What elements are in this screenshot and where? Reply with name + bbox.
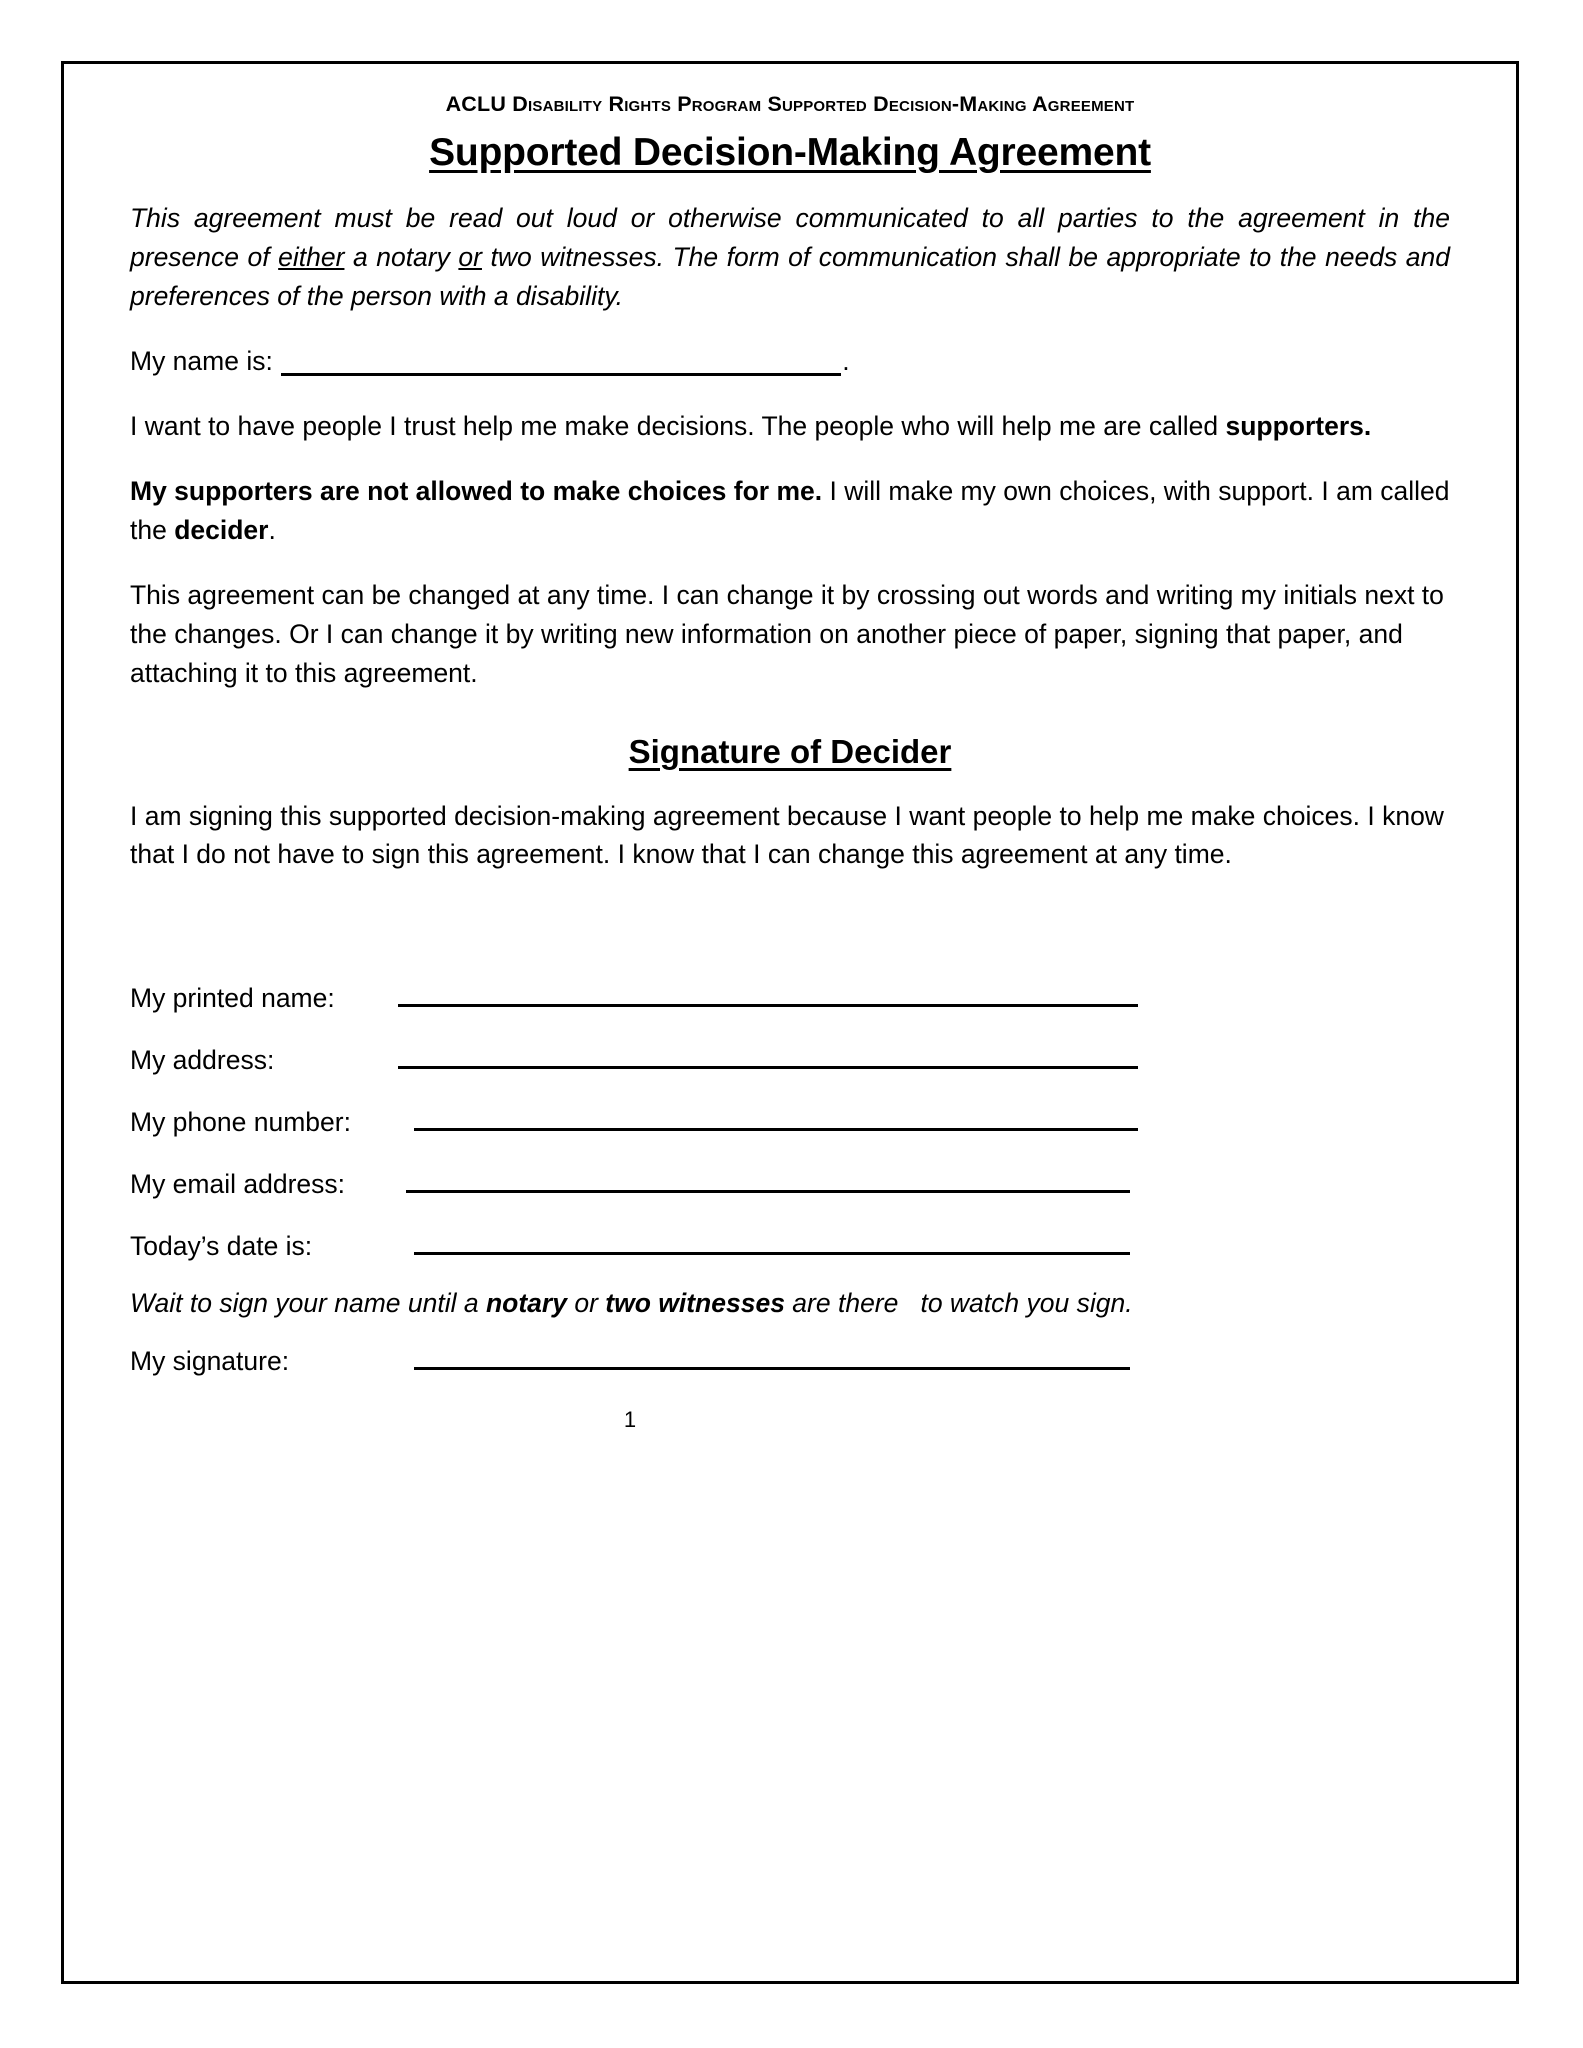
decider-period: . [268,514,276,545]
signature-section-title: Signature of Decider [628,732,952,770]
intro-text-part-3: two witnesses. The form of communication shall be appropriate to the needs and preferences of the person with a disability. [130,241,1450,311]
supporters-paragraph [130,407,1450,446]
todays-date-input[interactable] [414,1226,1130,1255]
field-row-todays-date [130,1226,1450,1262]
notary-note-part-2: or [566,1288,606,1319]
printed-name-input[interactable] [398,978,1138,1007]
notary-note-part-3: are there to watch you sign. [784,1288,1133,1319]
signature-input[interactable] [414,1341,1130,1370]
my-name-period: . [842,345,850,376]
change-agreement-paragraph: This agreement can be changed at any time. I can change it by crossing out words and writing my initials next to the changes. Or I can change it by writing new information on another piece of paper, signing that paper, and attaching it to this agreement. [130,579,1444,688]
field-label: My phone number: [130,1107,351,1138]
field-row-printed-name [130,978,1450,1014]
notary-term: notary [485,1288,567,1319]
field-label: Today’s date is: [130,1231,313,1262]
intro-underline-either: either [278,241,345,272]
page-number: 1 [623,1407,637,1433]
notary-note [130,1288,1450,1319]
page-title: Supported Decision-Making Agreement [429,131,1151,174]
intro-paragraph [130,199,1450,316]
running-header: ACLU Disability Rights Program Supported Decision-Making Agreement [445,92,1135,116]
decider-paragraph [130,472,1450,550]
field-label: My email address: [130,1169,346,1200]
field-row-email-address [130,1164,1450,1200]
signing-statement-paragraph: I am signing this supported decision-making agreement because I want people to help me make choices. I know that I do not have to sign this agreement. I know that I can change this agreement at any time. [130,800,1444,870]
supporters-text: I want to have people I trust help me make decisions. The people who will help me are called [130,410,1226,441]
intro-text-part-2: a notary [344,241,459,272]
document-page [61,61,1519,1984]
field-row-address [130,1040,1450,1076]
my-name-label: My name is: [130,345,273,376]
email-address-input[interactable] [406,1164,1130,1193]
notary-note-part-1: Wait to sign your name until a [130,1288,486,1319]
intro-underline-or: or [458,241,482,272]
intro-text-part-1: This agreement must be read out loud or otherwise communicated to all parties to the agreement in the presence of [130,203,1450,272]
supporters-term: supporters. [1225,410,1372,441]
field-label: My signature: [130,1346,290,1377]
decider-text: I will make my own choices, with support. I am called the [130,475,1450,545]
field-row-phone-number [130,1102,1450,1138]
field-row-signature [130,1341,1450,1377]
two-witnesses-term: two witnesses [605,1288,785,1319]
decider-term: decider [174,514,269,545]
field-label: My printed name: [130,983,335,1014]
page-content [130,84,1450,1433]
signature-block-spacer [130,900,1450,978]
no-choices-statement: My supporters are not allowed to make choices for me. [130,475,823,506]
my-name-line [130,342,1450,381]
my-name-input[interactable] [281,348,841,376]
address-input[interactable] [398,1040,1138,1069]
phone-number-input[interactable] [414,1102,1138,1131]
field-label: My address: [130,1045,275,1076]
